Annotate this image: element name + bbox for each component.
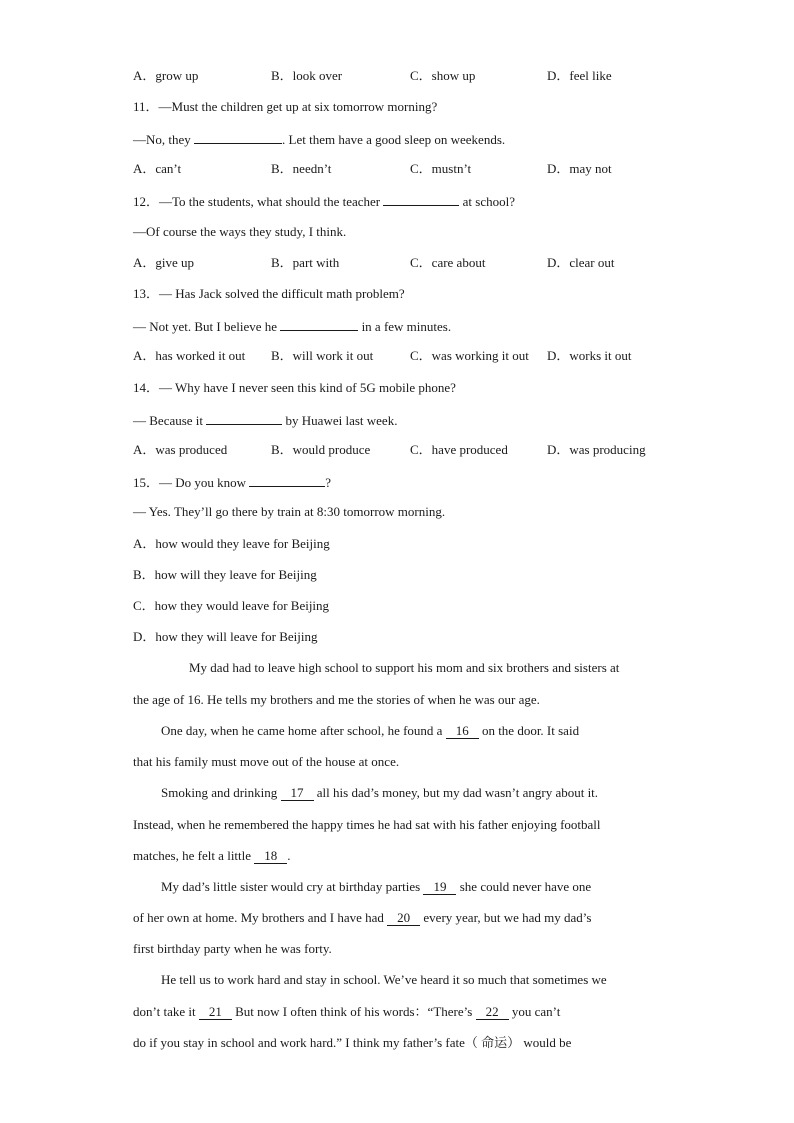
passage-p3-line3: [133, 848, 668, 864]
q14-option-a[interactable]: A．was produced: [133, 442, 228, 457]
q13-stem: 13．— Has Jack solved the difficult math problem?: [133, 286, 405, 301]
q15-stem-end: ?: [325, 475, 332, 490]
blank-22[interactable]: 22: [476, 1005, 509, 1020]
q11-answer-blank[interactable]: [194, 130, 282, 144]
passage-p3-line2: Instead, when he remembered the happy times he had sat with his father enjoying football: [133, 817, 601, 832]
q11-reply-start: —No, they: [133, 132, 191, 147]
q14-reply-start: — Because it: [133, 413, 204, 428]
q10-option-c[interactable]: C．show up: [410, 68, 476, 83]
passage-p4-line2: [133, 910, 668, 926]
passage-text: of her own at home. My brothers and I have had: [133, 910, 384, 925]
passage-p1-line2: the age of 16. He tells my brothers and me the stories of when he was our age.: [133, 692, 540, 707]
passage-p5-line1: He tell us to work hard and stay in school. We’ve heard it so much that sometimes we: [161, 972, 607, 987]
q13-option-b[interactable]: B．will work it out: [271, 348, 374, 363]
q10-option-d[interactable]: D．feel like: [547, 68, 612, 83]
q10-options: [133, 68, 733, 84]
blank-16[interactable]: 16: [446, 724, 479, 739]
q13-reply-end: in a few minutes.: [361, 319, 452, 334]
q13-option-d[interactable]: D．works it out: [547, 348, 632, 363]
q13-answer-blank[interactable]: [280, 317, 358, 331]
passage-p4-line3: first birthday party when he was forty.: [133, 941, 332, 956]
q11-options: [133, 161, 733, 177]
blank-19[interactable]: 19: [423, 880, 456, 895]
q14-answer-blank[interactable]: [206, 411, 282, 425]
passage-text: all his dad’s money, but my dad wasn’t angry about it.: [316, 785, 599, 800]
q13-reply: [133, 317, 451, 335]
q12-option-a[interactable]: A．give up: [133, 255, 195, 270]
blank-17[interactable]: 17: [281, 786, 314, 801]
q12-option-c[interactable]: C．care about: [410, 255, 486, 270]
q13-reply-start: — Not yet. But I believe he: [133, 319, 278, 334]
passage-text: But now I often think of his words：“There’s: [235, 1004, 473, 1019]
passage-text: you can’t: [511, 1004, 561, 1019]
q14-option-b[interactable]: B．would produce: [271, 442, 371, 457]
q12-options: [133, 255, 733, 271]
q10-option-b[interactable]: B．look over: [271, 68, 343, 83]
q14-stem: 14．— Why have I never seen this kind of 5G mobile phone?: [133, 380, 456, 395]
q15-option-c[interactable]: C．how they would leave for Beijing: [133, 598, 330, 613]
q15-stem: [133, 473, 331, 491]
q11-reply: [133, 130, 505, 148]
q15-answer-blank[interactable]: [249, 473, 325, 487]
q15-stem-start: 15．— Do you know: [133, 475, 247, 490]
passage-text: on the door. It said: [481, 723, 580, 738]
q12-reply: —Of course the ways they study, I think.: [133, 224, 347, 239]
q11-stem: 11．—Must the children get up at six tomorrow morning?: [133, 99, 438, 114]
q11-option-c[interactable]: C．mustn’t: [410, 161, 472, 176]
passage-text: One day, when he came home after school, he found a: [161, 723, 443, 738]
passage-p2-line1: [161, 723, 696, 739]
passage-text: she could never have one: [459, 879, 592, 894]
q11-option-d[interactable]: D．may not: [547, 161, 612, 176]
passage-text: .: [287, 848, 291, 863]
q13-option-c[interactable]: C．was working it out: [410, 348, 529, 363]
passage-text: don’t take it: [133, 1004, 196, 1019]
passage-p5-line2: [133, 1004, 668, 1020]
q14-options: [133, 442, 733, 458]
blank-20[interactable]: 20: [387, 911, 420, 926]
passage-text: every year, but we had my dad’s: [423, 910, 592, 925]
q15-reply: — Yes. They’ll go there by train at 8:30 tomorrow morning.: [133, 504, 446, 519]
q14-option-d[interactable]: D．was producing: [547, 442, 646, 457]
q12-stem-start: 12．—To the students, what should the teacher: [133, 194, 381, 209]
passage-p4-line1: [161, 879, 696, 895]
passage-text: My dad’s little sister would cry at birthday parties: [161, 879, 421, 894]
q12-stem-end: at school?: [462, 194, 515, 209]
q14-reply: [133, 411, 397, 429]
q12-stem: [133, 192, 515, 210]
q11-option-a[interactable]: A．can’t: [133, 161, 182, 176]
q14-reply-end: by Huawei last week.: [285, 413, 398, 428]
passage-p2-line2: that his family must move out of the house at once.: [133, 754, 400, 769]
q11-option-b[interactable]: B．needn’t: [271, 161, 332, 176]
q12-option-d[interactable]: D．clear out: [547, 255, 615, 270]
passage-p1-line1: My dad had to leave high school to support his mom and six brothers and sisters at: [189, 660, 620, 675]
q15-option-a[interactable]: A．how would they leave for Beijing: [133, 536, 330, 551]
blank-21[interactable]: 21: [199, 1005, 232, 1020]
blank-18[interactable]: 18: [254, 849, 287, 864]
q15-option-b[interactable]: B．how will they leave for Beijing: [133, 567, 317, 582]
passage-text: Smoking and drinking: [161, 785, 278, 800]
q13-option-a[interactable]: A．has worked it out: [133, 348, 246, 363]
q12-option-b[interactable]: B．part with: [271, 255, 340, 270]
q10-option-a[interactable]: A．grow up: [133, 68, 199, 83]
q11-reply-end: . Let them have a good sleep on weekends.: [282, 132, 506, 147]
passage-p5-line3: do if you stay in school and work hard.” I think my father’s fate（ 命运） would be: [133, 1035, 572, 1050]
q15-option-d[interactable]: D．how they will leave for Beijing: [133, 629, 318, 644]
passage-p3-line1: [161, 785, 696, 801]
q13-options: [133, 348, 733, 364]
passage-text: matches, he felt a little: [133, 848, 252, 863]
q14-option-c[interactable]: C．have produced: [410, 442, 508, 457]
q12-answer-blank[interactable]: [383, 192, 459, 206]
